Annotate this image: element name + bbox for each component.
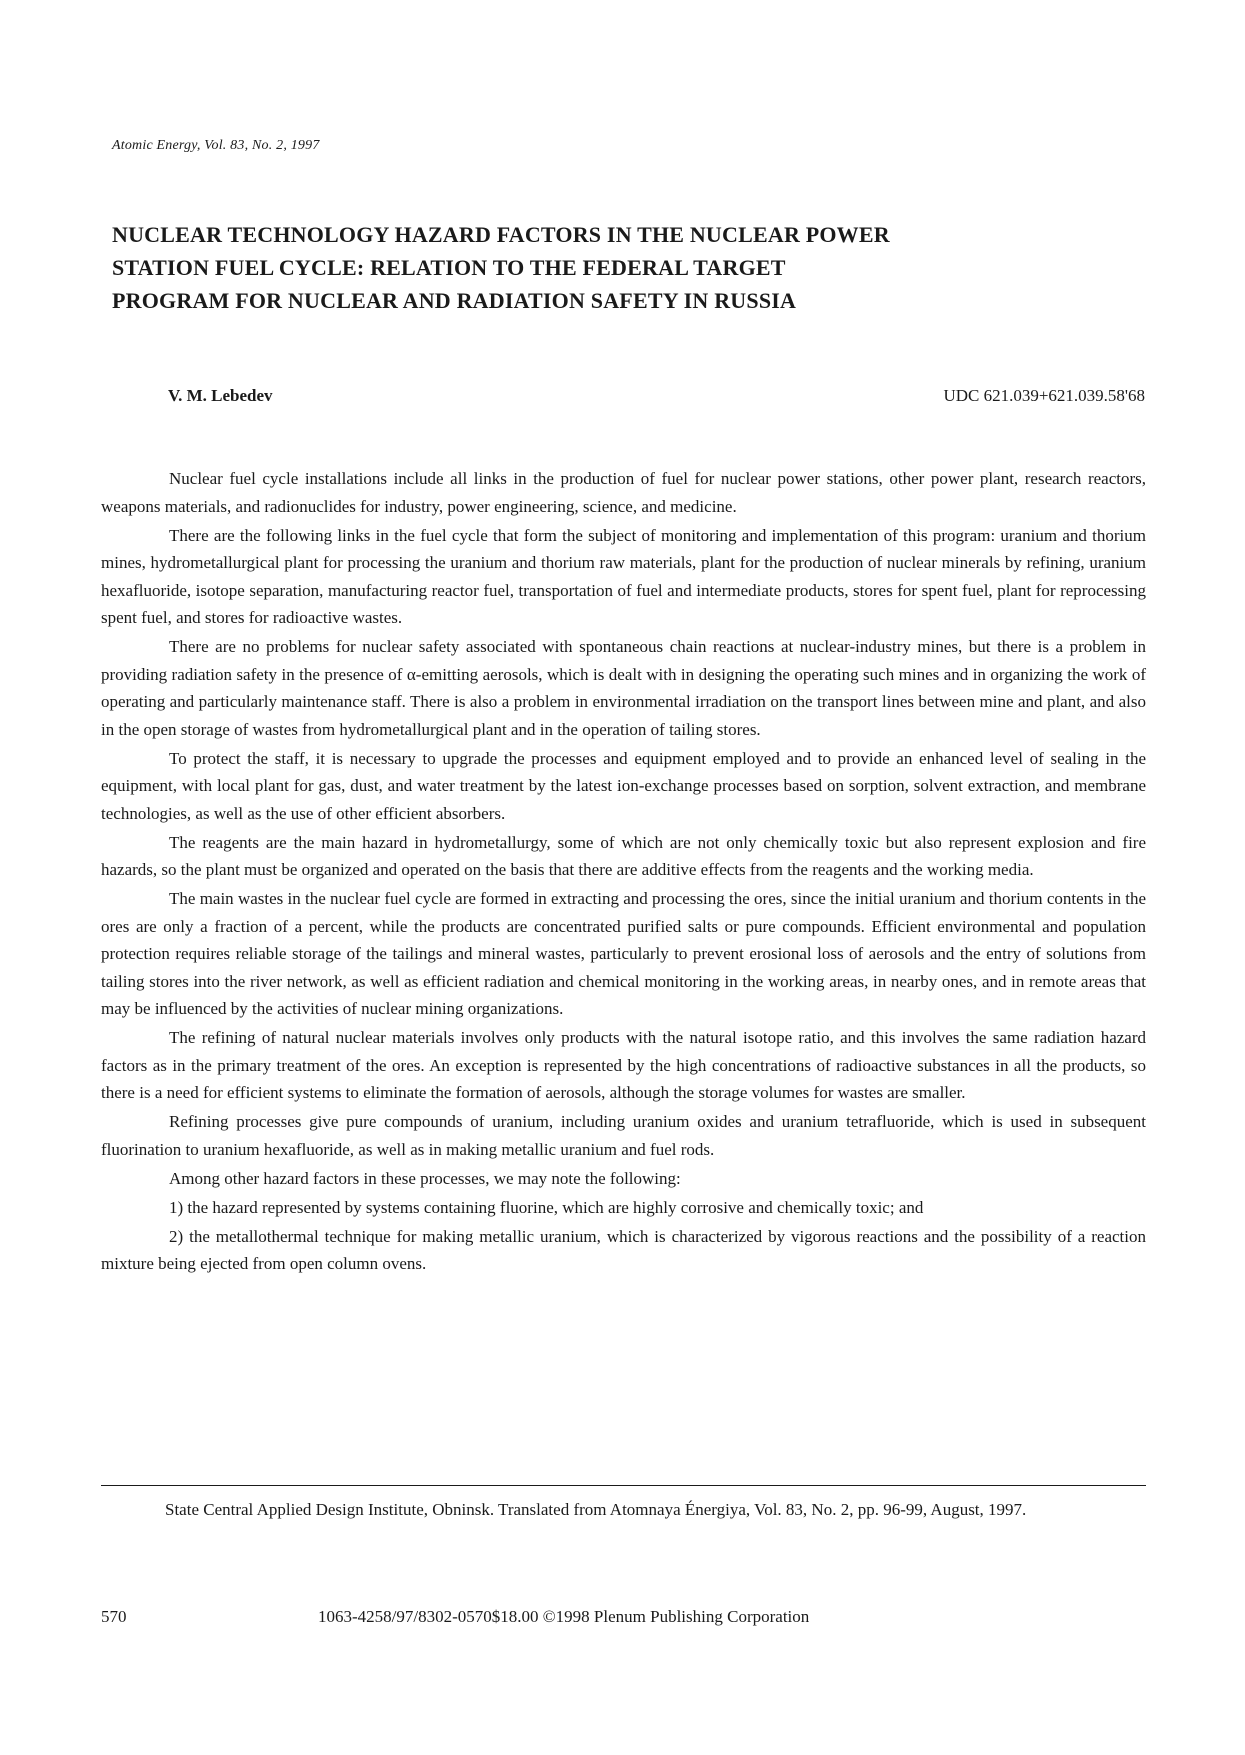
udc-code: UDC 621.039+621.039.58'68 — [943, 386, 1145, 405]
body-paragraph: To protect the staff, it is necessary to upgrade the processes and equipment employed and to provide an enhanced level of sealing in the equipment, with local plant for gas, dust, and water treatment by the latest ion-exchange processes based on sorption, solvent extraction, and membrane technologies, as well as the use of other efficient absorbers. — [101, 748, 1146, 823]
article-body — [101, 465, 1146, 1279]
page-number: 570 — [101, 1607, 127, 1626]
body-paragraph: Nuclear fuel cycle installations include all links in the production of fuel for nuclear power stations, other power plant, research reactors, weapons materials, and radionuclides for industry, power engineering, science, and medicine. — [101, 469, 1146, 516]
body-paragraph: Refining processes give pure compounds of uranium, including uranium oxides and uranium tetrafluoride, which is used in subsequent fluorination to uranium hexafluoride, as well as in making metallic uranium and fuel rods. — [101, 1112, 1146, 1159]
author-name: V. M. Lebedev — [168, 386, 273, 405]
title-line: NUCLEAR TECHNOLOGY HAZARD FACTORS IN THE NUCLEAR POWER — [112, 222, 890, 247]
title-line: STATION FUEL CYCLE: RELATION TO THE FEDERAL TARGET — [112, 255, 786, 280]
body-paragraph: Among other hazard factors in these processes, we may note the following: — [169, 1168, 681, 1188]
copyright-line: 1063-4258/97/8302-0570$18.00 ©1998 Plenum Publishing Corporation — [318, 1607, 810, 1626]
body-paragraph: There are no problems for nuclear safety associated with spontaneous chain reactions at nuclear-industry mines, but there is a problem in providing radiation safety in the presence of α-emitting aerosols, which is dealt with in designing the operating such mines and in organizing the work of operating and particularly maintenance staff. There is also a problem in environmental irradiation on the transport lines between mine and plant, and also in the open storage of wastes from hydrometallurgical plant and in the operation of tailing stores. — [101, 637, 1146, 739]
journal-reference: Atomic Energy, Vol. 83, No. 2, 1997 — [112, 138, 320, 153]
footnote-divider — [101, 1485, 1146, 1486]
list-item: 1) the hazard represented by systems containing fluorine, which are highly corrosive and chemically toxic; and — [169, 1197, 924, 1217]
title-line: PROGRAM FOR NUCLEAR AND RADIATION SAFETY IN RUSSIA — [112, 288, 797, 313]
body-paragraph: The reagents are the main hazard in hydrometallurgy, some of which are not only chemically toxic but also represent explosion and fire hazards, so the plant must be organized and operated on the basis that there are additive effects from the reagents and the working media. — [101, 832, 1146, 879]
article-title — [112, 218, 972, 317]
affiliation-footnote: State Central Applied Design Institute, Obninsk. Translated from Atomnaya Énergiya, Vol. 83, No. 2, pp. 96-99, August, 1997. — [165, 1500, 1027, 1519]
body-paragraph: The main wastes in the nuclear fuel cycle are formed in extracting and processing the ores, since the initial uranium and thorium contents in the ores are only a fraction of a percent, while the products are concentrated purified salts or pure compounds. Efficient environmental and population protection requires reliable storage of the tailings and mineral wastes, particularly to prevent erosional loss of aerosols and the entry of solutions from tailing stores into the river network, as well as efficient radiation and chemical monitoring in the working areas, in nearby ones, and in remote areas that may be influenced by the activities of nuclear mining organizations. — [101, 889, 1146, 1018]
body-paragraph: There are the following links in the fuel cycle that form the subject of monitoring and implementation of this program: uranium and thorium mines, hydrometallurgical plant for processing the uranium and thorium raw materials, plant for the production of nuclear minerals by refining, uranium hexafluoride, isotope separation, manufacturing reactor fuel, transportation of fuel and intermediate products, stores for spent fuel, plant for reprocessing spent fuel, and stores for radioactive wastes. — [101, 525, 1146, 627]
body-paragraph: The refining of natural nuclear materials involves only products with the natural isotope ratio, and this involves the same radiation hazard factors as in the primary treatment of the ores. An exception is represented by the high concentrations of radioactive substances in all the products, so there is a need for efficient systems to eliminate the formation of aerosols, although the storage volumes for wastes are smaller. — [101, 1028, 1146, 1102]
list-item: 2) the metallothermal technique for making metallic uranium, which is characterized by vigorous reactions and the possibility of a reaction mixture being ejected from open column ovens. — [101, 1226, 1146, 1273]
